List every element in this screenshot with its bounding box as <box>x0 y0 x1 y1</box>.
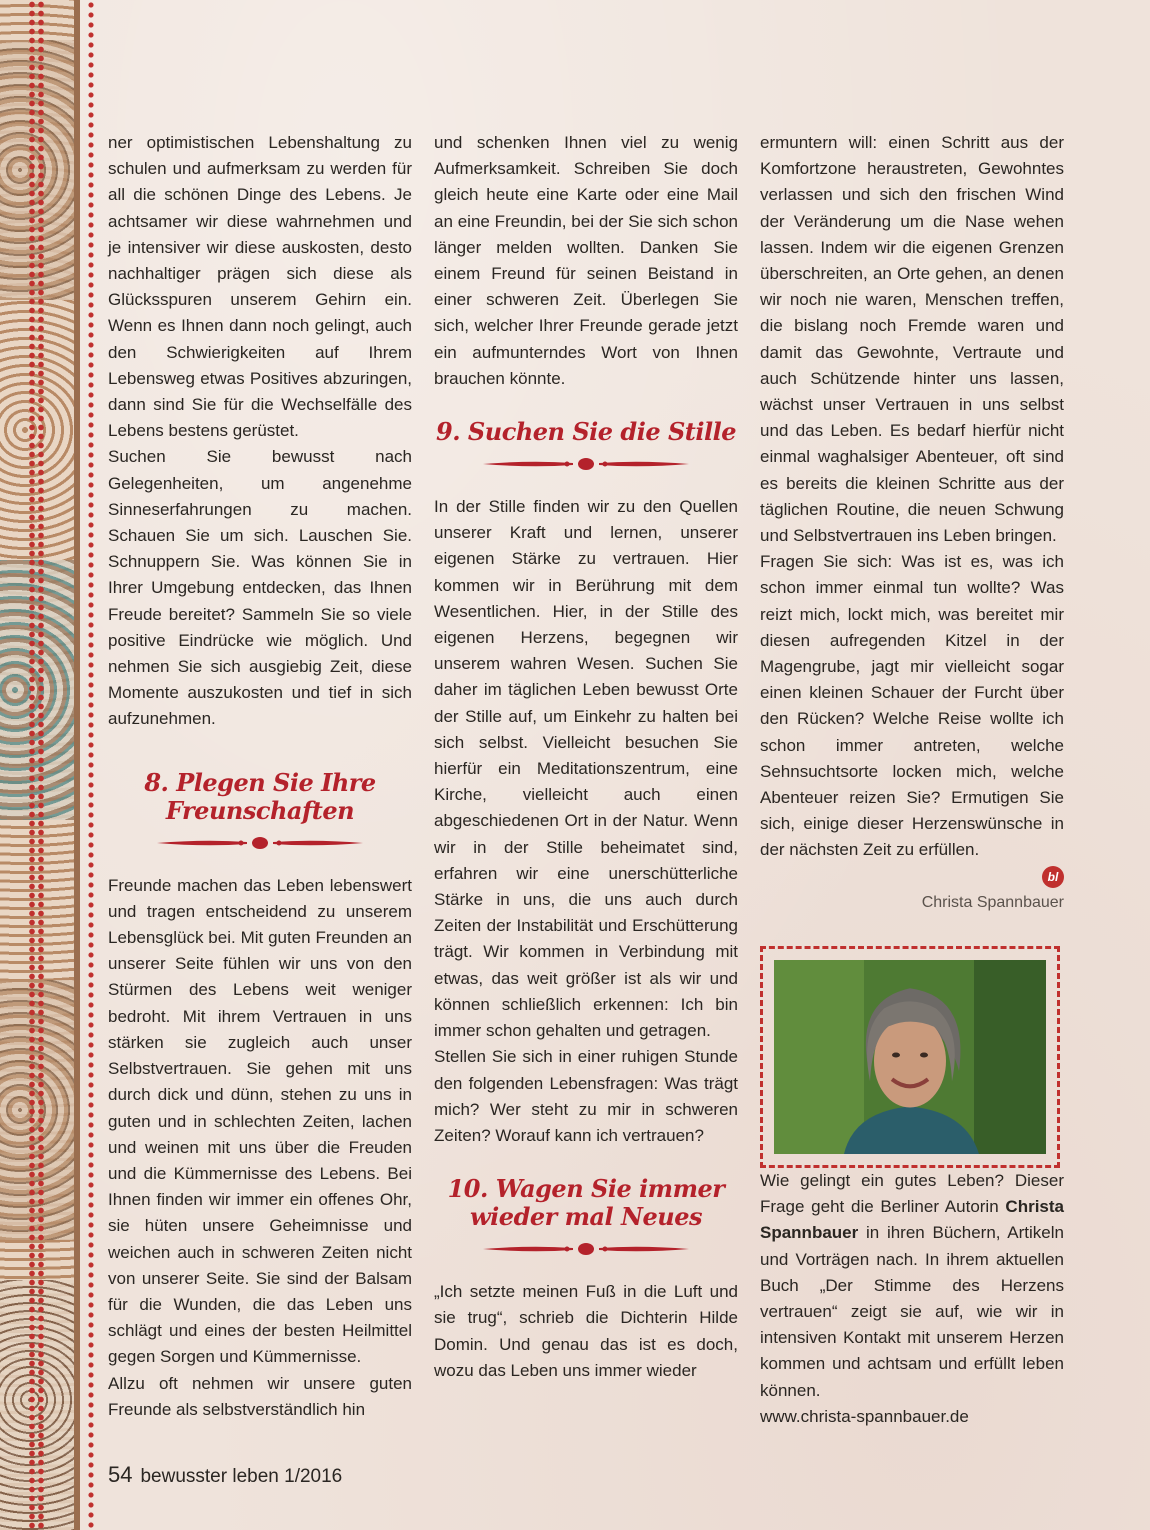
bio-text: in ihren Büchern, Artikeln und Vorträgen nach. In ihrem aktuellen Buch „Der Stimme des Herzens vertrauen“ zeigt sie auf, wie wir in intensiven Kontakt mit unserem Herzen kommen und achtsam und erfüllt leben können. <box>760 1223 1064 1400</box>
author-credit: Christa Spannbauer <box>921 893 1064 911</box>
paragraph: „Ich setzte meinen Fuß in die Luft und sie trug“, schrieb die Dichterin Hilde Domin. Und genau das ist es doch, wozu das Leben uns immer wieder <box>434 1282 738 1380</box>
author-photo-frame <box>760 946 1060 1168</box>
border-edge <box>74 0 80 1530</box>
bio-text: Wie gelingt ein gutes Leben? Dieser Frage geht die Berliner Autorin <box>760 1170 1064 1217</box>
dot-line <box>86 0 96 1530</box>
paragraph: ner optimistischen Lebenshaltung zu schulen und aufmerksam zu werden für all die schönen Dinge des Lebens. Je achtsamer wir diese wahrnehmen und je intensiver wir diese auskosten, desto nachhaltiger prägen sich diese als Glücksspuren unserem Gehirn ein. Wenn es Ihnen dann noch gelingt, auch den Schwierigkeiten auf Ihrem Lebensweg etwas Positives abzuringen, dann sind Sie für die Wechselfälle des Lebens bestens gerüstet. <box>108 133 412 441</box>
page-number: 54 <box>108 1462 133 1487</box>
author-website-link[interactable]: www.christa-spannbauer.de <box>760 1406 969 1426</box>
decorative-border <box>0 0 80 1530</box>
paragraph: Stellen Sie sich in einer ruhigen Stunde den folgenden Lebensfragen: Was trägt mich? Wer steht zu mir in schweren Zeiten? Worauf kann ich vertrauen? <box>434 1047 738 1145</box>
heading-line: 8. Plegen Sie Ihre <box>144 767 376 797</box>
flourish-divider <box>481 456 691 472</box>
paragraph: In der Stille finden wir zu den Quellen unserer Kraft und lernen, unserer eigenen Stärke zu vertrauen. Hier kommen wir in Berührung mit dem Wesentlichen. Hier, in der Stille des eigenen Herzens, begegnen wir unserem wahren Wesen. Suchen Sie daher im täglichen Leben bewusst Orte der Stille auf, um Einkehr zu halten bei sich selbst. Vielleicht besuchen Sie hierfür ein Meditationszentrum, eine Kirche, vielleicht auch einen abgeschiedenen Ort in der Natur. Wenn wir in der Stille beheimatet sind, erfahren wir eine unerschütterliche Stärke in uns, die uns auch durch Zeiten der Instabilität und Erschütterung trägt. Wir kommen in Verbindung mit etwas, das weit größer ist als wir und können schließlich erkennen: Ich bin immer schon gehalten und getragen. <box>434 497 738 1041</box>
flourish-divider <box>155 835 365 851</box>
paragraph: ermuntern will: einen Schritt aus der Komfortzone heraustreten, Gewohntes verlassen und sich den frischen Wind der Veränderung um die Nase wehen lassen. Indem wir die eigenen Grenzen überschreiten, an Orte gehen, an denen wir noch nie waren, Menschen treffen, die bislang noch Fremde waren und damit das Gewohnte, Vertraute und auch Schützende hinter uns lassen, wächst unser Vertrauen in uns selbst und das Leben. Es bedarf hierfür nicht einmal waghalsiger Abenteuer, oft sind es bereits die kleinen Schritte aus der täglichen Routine, die neuen Schwung und Selbstvertrauen ins Leben bringen. <box>760 133 1064 546</box>
paragraph: Suchen Sie bewusst nach Gelegenheiten, um angenehme Sinneserfahrungen zu machen. Schauen Sie um sich. Lauschen Sie. Schnuppern Sie. Was können Sie in Ihrer Umgebung entdecken, das Ihnen Freude bereitet? Sammeln Sie so viele positive Eindrücke wie möglich. Und nehmen Sie sich ausgiebig Zeit, diese Momente auszukosten und tief in sich aufzunehmen. <box>108 447 412 729</box>
paragraph: Allzu oft nehmen wir unsere guten Freunde als selbstverständlich hin <box>108 1373 412 1419</box>
bio-author-name: Christa Spannbauer <box>760 1197 1064 1243</box>
paragraph: und schenken Ihnen viel zu wenig Aufmerksamkeit. Schreiben Sie doch gleich heute eine Karte oder eine Mail an eine Freundin, bei der Sie sich schon länger melden wollten. Danken Sie einem Freund für seinen Beistand in einer schweren Zeit. Überlegen Sie sich, welcher Ihrer Freunde gerade jetzt ein aufmunterndes Wort von Ihnen brauchen könnte. <box>434 133 738 388</box>
heading-line: Freunschaften <box>165 795 355 825</box>
page-footer <box>108 1462 342 1488</box>
text-column-1 <box>108 130 412 1423</box>
dot-line <box>36 0 46 1530</box>
heading-line: 10. Wagen Sie immer <box>447 1174 725 1204</box>
magazine-logo-icon: bl <box>1042 866 1064 888</box>
text-column-2 <box>434 130 738 1384</box>
paragraph: Fragen Sie sich: Was ist es, was ich schon immer einmal tun wollte? Was reizt mich, lockt mich, was bereitet mir diesen aufregenden Kitzel in der Magengrube, jagt mir vielleicht sogar einen kleinen Schauer der Furcht über den Rücken? Welche Reise wollte ich schon immer antreten, welche Sehnsuchtsorte locken mich, welche Abenteuer reizen Sie? Ermutigen Sie sich, einige dieser Herzenswünsche in der nächsten Zeit zu erfüllen. <box>760 552 1064 860</box>
section-heading-8 <box>108 769 412 851</box>
heading-line: 9. Suchen Sie die Stille <box>436 417 736 447</box>
paragraph: Freunde machen das Leben lebenswert und tragen entscheidend zu unserem Lebensglück bei. Mit guten Freunden an unserer Seite fühlen wir uns von den Stürmen des Lebens weit weniger bedroht. Mit ihrem Vertrauen in uns stärken sie zugleich auch unser Selbstvertrauen. Sie gehen mit uns durch dick und dünn, stehen zu uns in guten und in schlechten Zeiten, lachen und weinen mit uns über die Freuden und die Kümmernisse des Lebens. Bei Ihnen finden wir immer ein offenes Ohr, sie hüten unsere Geheimnisse und weichen auch in schweren Zeiten nicht von unserer Seite. Sie sind der Balsam für die Wunden, die das Leben uns schlägt und eines der besten Heilmittel gegen Sorgen und Kümmernisse. <box>108 875 412 1367</box>
section-heading-9 <box>434 418 738 472</box>
section-heading-10 <box>434 1175 738 1257</box>
byline-row <box>760 864 1064 888</box>
portrait-illustration <box>774 960 1046 1154</box>
author-bio <box>760 1168 1064 1404</box>
author-photo <box>774 960 1046 1154</box>
text-column-3 <box>760 130 1064 1430</box>
magazine-issue: bewusster leben 1/2016 <box>140 1466 343 1487</box>
flourish-divider <box>481 1241 691 1257</box>
heading-line: wieder mal Neues <box>470 1202 702 1232</box>
